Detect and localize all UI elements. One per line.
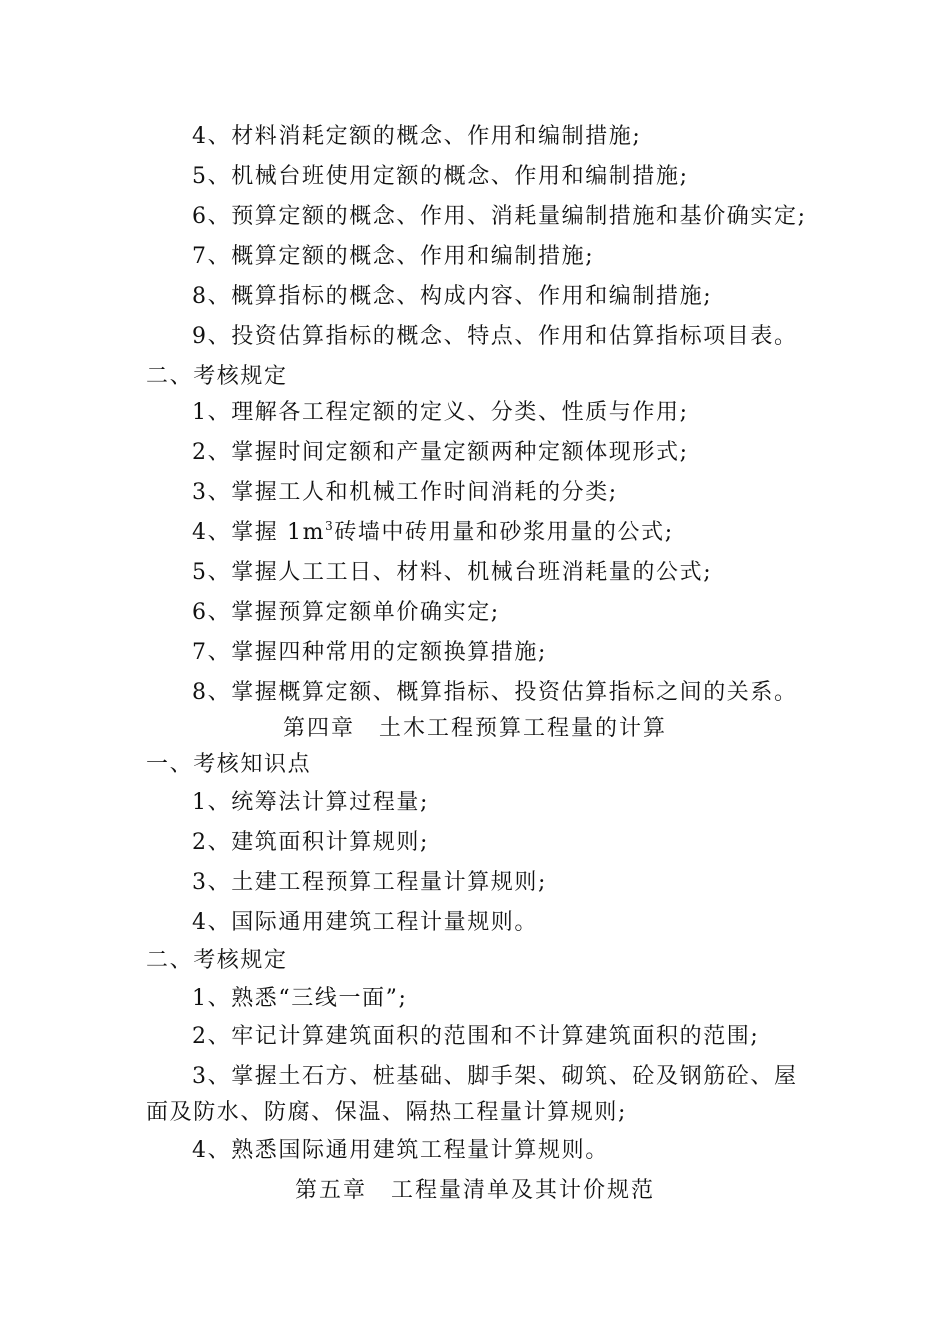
list-item: 7、掌握四种常用的定额换算措施; — [192, 640, 548, 665]
chapter-title: 第四章 土木工程预算工程量的计算 — [282, 716, 667, 741]
list-item: 9、投资估算指标的概念、特点、作用和估算指标项目表。 — [192, 324, 798, 349]
list-item: 8、掌握概算定额、概算指标、投资估算指标之间的关系。 — [192, 680, 798, 705]
section-heading: 一、考核知识点 — [146, 752, 312, 777]
list-item: 1、统筹法计算过程量; — [192, 790, 430, 815]
list-item: 4、国际通用建筑工程计量规则。 — [192, 910, 538, 935]
list-item: 3、掌握工人和机械工作时间消耗的分类; — [192, 480, 618, 505]
list-item: 2、建筑面积计算规则; — [192, 830, 430, 855]
list-item: 2、牢记计算建筑面积的范围和不计算建筑面积的范围; — [192, 1024, 760, 1049]
list-item: 5、掌握人工工日、材料、机械台班消耗量的公式; — [192, 560, 713, 585]
list-item: 6、掌握预算定额单价确实定; — [192, 600, 500, 625]
rule-text-prefix: 4、掌握 1m — [192, 520, 326, 545]
list-item: 6、预算定额的概念、作用、消耗量编制措施和基价确实定; — [192, 204, 807, 229]
list-item-continuation: 面及防水、防腐、保温、隔热工程量计算规则; — [146, 1100, 628, 1125]
rule-text-suffix: 砖墙中砖用量和砂浆用量的公式; — [334, 520, 674, 545]
list-item: 3、掌握土石方、桩基础、脚手架、砌筑、砼及钢筋砼、屋 — [192, 1064, 798, 1089]
list-item: 4、熟悉国际通用建筑工程量计算规则。 — [192, 1138, 609, 1163]
list-item: 2、掌握时间定额和产量定额两种定额体现形式; — [192, 440, 689, 465]
list-item — [192, 518, 674, 548]
list-item: 7、概算定额的概念、作用和编制措施; — [192, 244, 595, 269]
section-heading: 二、考核规定 — [146, 948, 288, 973]
list-item: 5、机械台班使用定额的概念、作用和编制措施; — [192, 164, 689, 189]
section-heading: 二、考核规定 — [146, 364, 288, 389]
superscript: 3 — [325, 519, 335, 533]
list-item: 4、材料消耗定额的概念、作用和编制措施; — [192, 124, 642, 149]
list-item: 8、概算指标的概念、构成内容、作用和编制措施; — [192, 284, 713, 309]
list-item: 1、理解各工程定额的定义、分类、性质与作用; — [192, 400, 689, 425]
chapter-title: 第五章 工程量清单及其计价规范 — [294, 1178, 655, 1203]
list-item: 1、熟悉“三线一面”; — [192, 986, 408, 1011]
list-item: 3、土建工程预算工程量计算规则; — [192, 870, 548, 895]
